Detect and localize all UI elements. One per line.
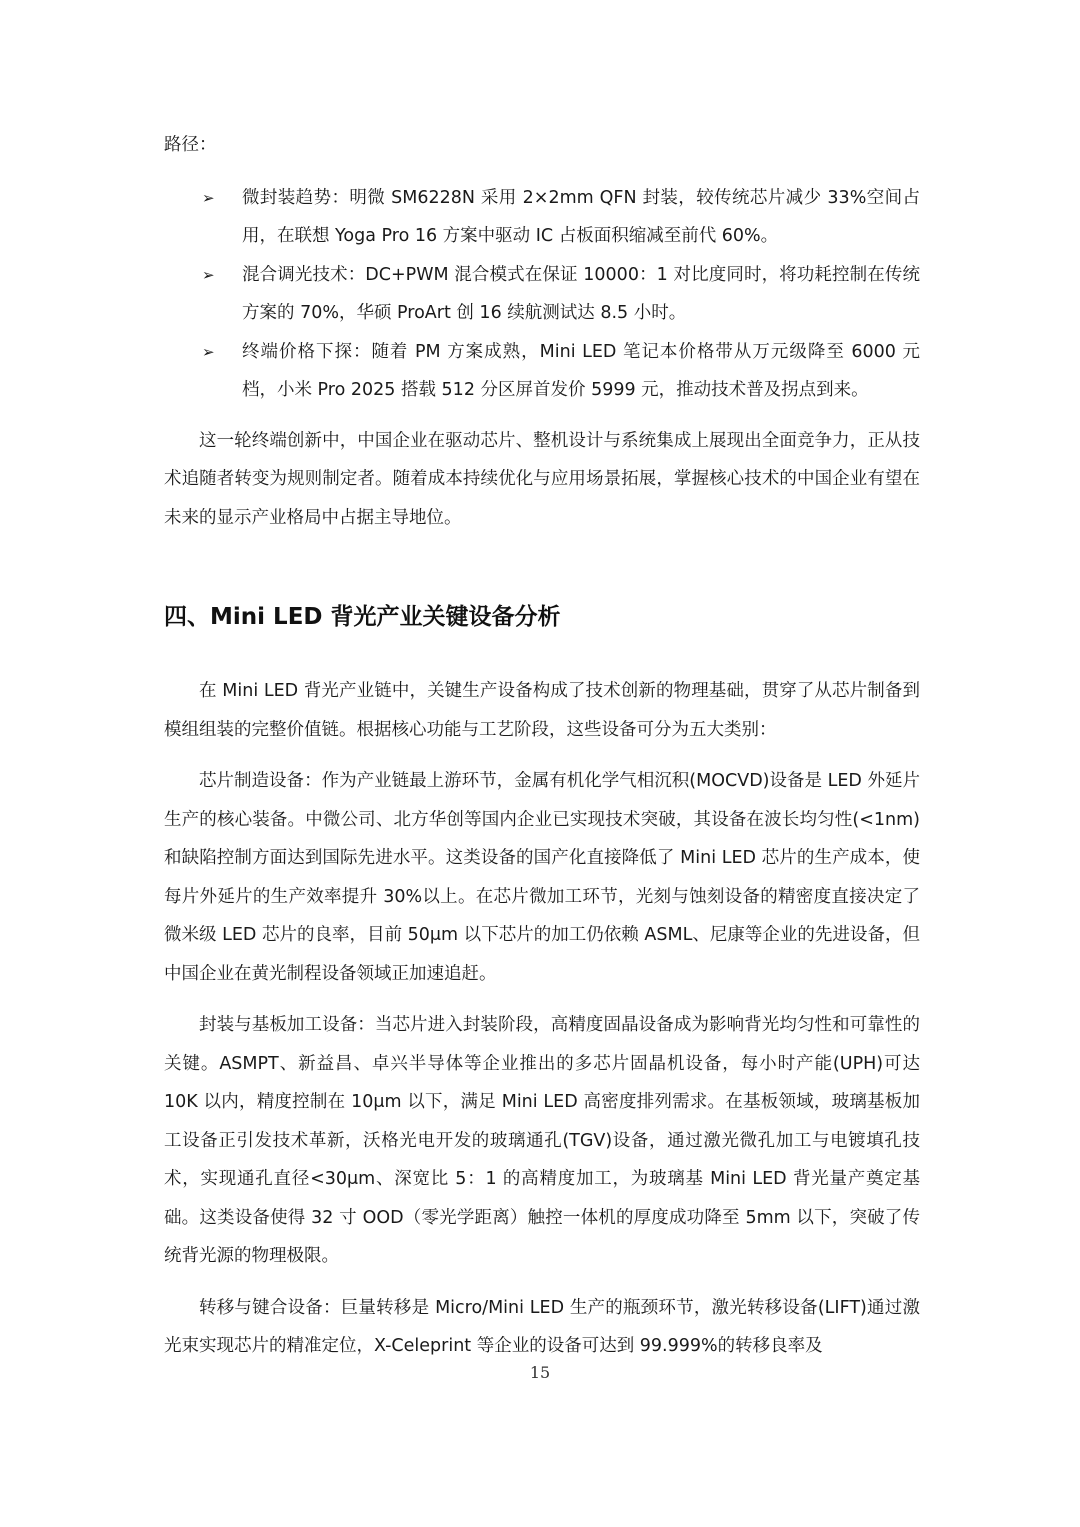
bullet-text: 终端价格下探：随着 PM 方案成熟，Mini LED 笔记本价格带从万元级降至 6000 元档，小米 Pro 2025 搭载 512 分区屏首发价 5999 元，推动技术普及拐点到来。 — [242, 341, 920, 400]
arrowhead-bullet-icon: ➢ — [202, 342, 215, 361]
bullet-text: 混合调光技术：DC+PWM 混合模式在保证 10000：1 对比度同时，将功耗控制在传统方案的 70%，华硕 ProArt 创 16 续航测试达 8.5 小时。 — [242, 264, 920, 323]
arrowhead-bullet-icon: ➢ — [202, 188, 215, 207]
section-content — [164, 672, 920, 1379]
section-paragraph-transfer-equipment: 转移与键合设备：巨量转移是 Micro/Mini LED 生产的瓶颈环节，激光转移设备(LIFT)通过激光束实现芯片的精准定位，X-Celeprint 等企业的设备可达到 99.999%的转移良率及 — [164, 1297, 920, 1356]
section-paragraph-chip-equipment: 芯片制造设备：作为产业链最上游环节，金属有机化学气相沉积(MOCVD)设备是 LED 外延片生产的核心装备。中微公司、北方华创等国内企业已实现技术突破，其设备在波长均匀性(<1nm)和缺陷控制方面达到国际先进水平。这类设备的国产化直接降低了 Mini LED 芯片的生产成本，使每片外延片的生产效率提升 30%以上。在芯片微加工环节，光刻与蚀刻设备的精密度直接决定了微米级 LED 芯片的良率，目前 50μm 以下芯片的加工仍依赖 ASML、尼康等企业的先进设备，但中国企业在黄光制程设备领域正加速追赶。 — [164, 771, 920, 984]
summary-paragraph: 这一轮终端创新中，中国企业在驱动芯片、整机设计与系统集成上展现出全面竞争力，正从技术追随者转变为规则制定者。随着成本持续优化与应用场景拓展，掌握核心技术的中国企业有望在未来的显示产业格局中占据主导地位。 — [164, 430, 920, 528]
list-item — [164, 256, 920, 333]
bullet-text: 微封装趋势：明微 SM6228N 采用 2×2mm QFN 封装，较传统芯片减少 33%空间占用，在联想 Yoga Pro 16 方案中驱动 IC 占板面积缩减至前代 60%。 — [242, 187, 920, 246]
section-heading: 四、Mini LED 背光产业关键设备分析 — [164, 604, 561, 630]
lead-text: 路径： — [164, 135, 217, 155]
upper-content — [164, 126, 920, 537]
section-paragraph-intro: 在 Mini LED 背光产业链中，关键生产设备构成了技术创新的物理基础，贯穿了从芯片制备到模组组装的完整价值链。根据核心功能与工艺阶段，这些设备可分为五大类别： — [164, 681, 920, 740]
bullet-list — [164, 179, 920, 410]
arrowhead-bullet-icon: ➢ — [202, 265, 215, 284]
section-paragraph-packaging-equipment: 封装与基板加工设备：当芯片进入封装阶段，高精度固晶设备成为影响背光均匀性和可靠性的关键。ASMPT、新益昌、卓兴半导体等企业推出的多芯片固晶机设备，每小时产能(UPH)可达 10K 以内，精度控制在 10μm 以下，满足 Mini LED 高密度排列需求。在基板领域，玻璃基板加工设备正引发技术革新，沃格光电开发的玻璃通孔(TGV)设备，通过激光微孔加工与电镀填孔技术，实现通孔直径<30μm、深宽比 5：1 的高精度加工，为玻璃基 Mini LED 背光量产奠定基础。这类设备使得 32 寸 OOD（零光学距离）触控一体机的厚度成功降至 5mm 以下，突破了传统背光源的物理极限。 — [164, 1015, 920, 1266]
list-item — [164, 333, 920, 410]
list-item — [164, 179, 920, 256]
page-number: 15 — [529, 1363, 551, 1382]
